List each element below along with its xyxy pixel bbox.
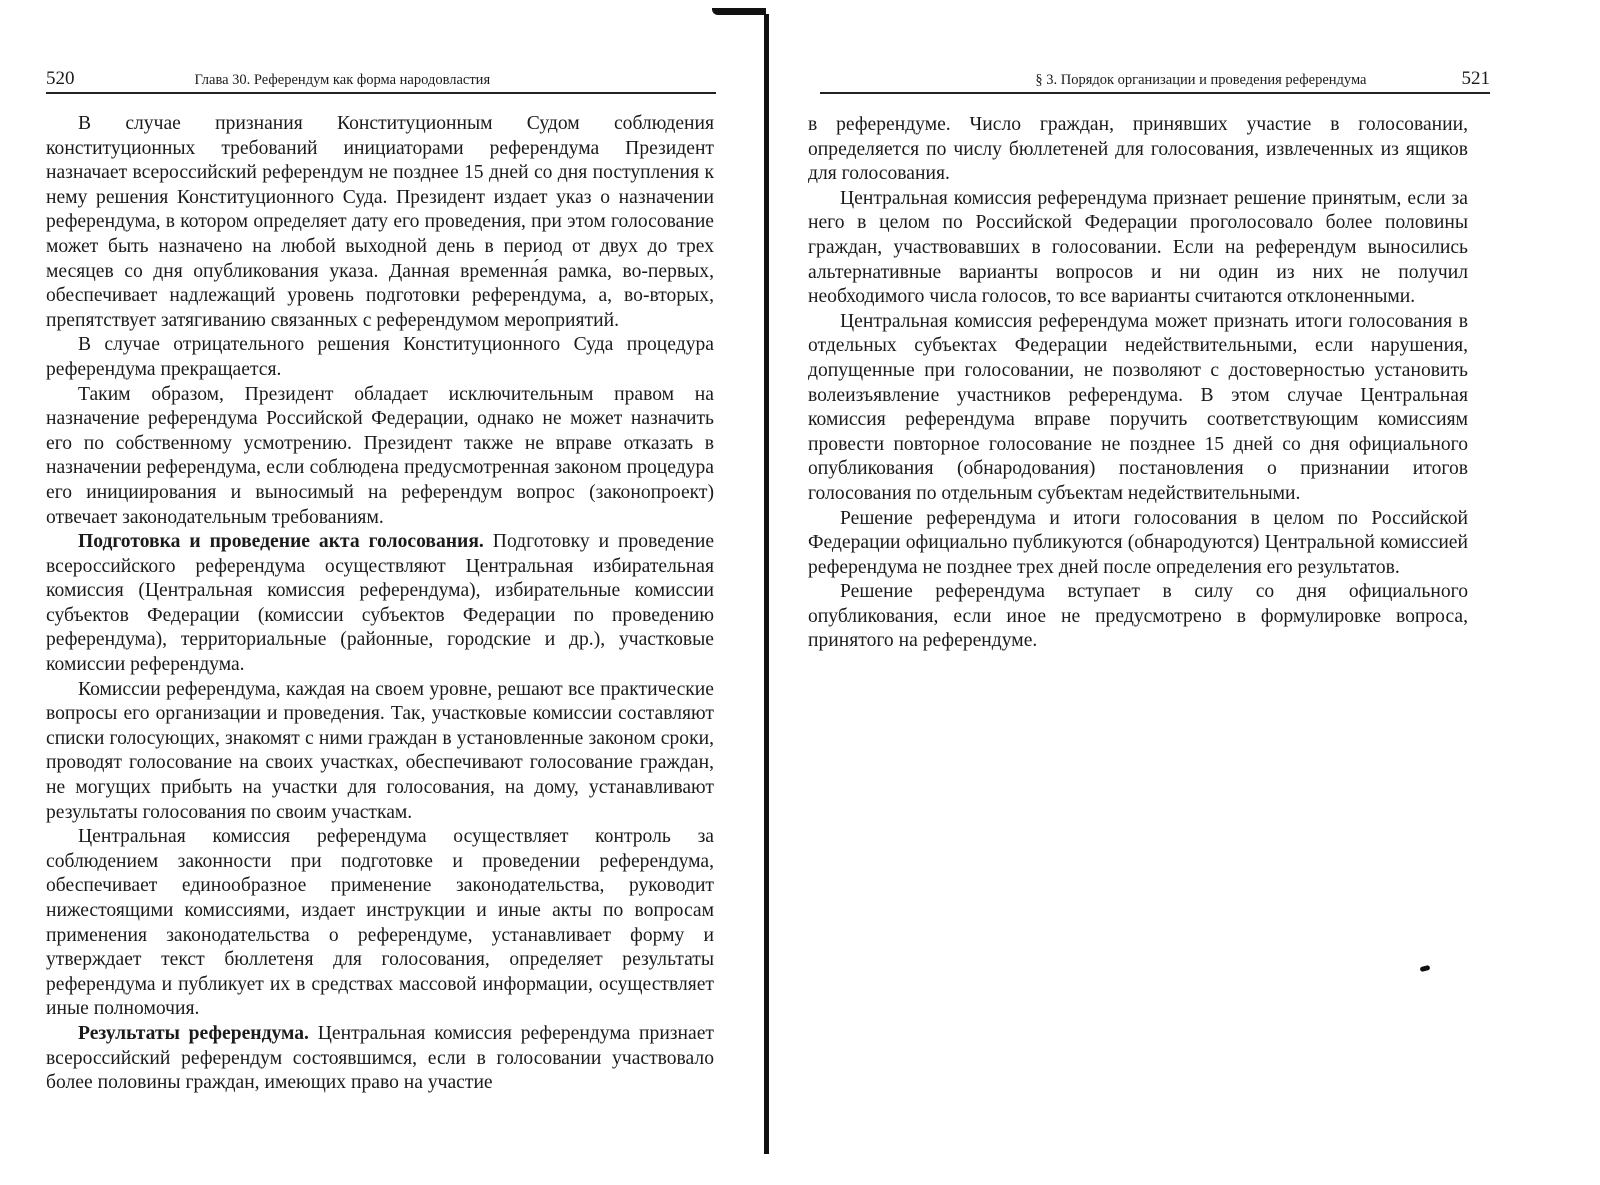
section-run-in-heading: Подготовка и проведение акта голосования.: [78, 531, 484, 553]
book-spine: [764, 14, 769, 1154]
running-head-left: [46, 64, 716, 94]
paragraph: Центральная комиссия референдума осуществляет контроль за соблюдением законности при подготовке и проведении референдума, обеспечивает единообразное применение законодательства, руководит нижестоящими комиссиями, издает инструкции и иные акты по вопросам применения законодательства о референдуме, устанавливает форму и утверждает текст бюллетеня для голосования, определяет результаты референдума и публикует их в средствах массовой информации, осуществляет иные полномочия.: [46, 826, 714, 1020]
left-page: [0, 0, 745, 1185]
paragraph: Результаты референдума. Центральная комиссия референдума признает всероссийский референдум состоявшимся, если в голосовании участвовало более половины граждан, имеющих право на участие: [46, 1022, 714, 1094]
paragraph: Решение референдума и итоги голосования в целом по Российской Федерации официально публикуются (обнародуются) Центральной комиссией референдума не позднее трех дней после определения его результатов.: [808, 507, 1468, 578]
paragraph: В случае отрицательного решения Конституционного Суда процедура референдума прекращается.: [46, 334, 714, 380]
paragraph: Центральная комиссия референдума может признать итоги голосования в отдельных субъектах Федерации недействительными, если нарушения, допущенные при голосовании, не позволяют с достоверностью установить волеизъявление участников референдума. В этом случае Центральная комиссия референдума вправе поручить соответствующим комиссиям провести повторное голосование не позднее 15 дней со дня официального опубликования (обнародования) постановления о признании итогов голосования по отдельным субъектам недействительными.: [808, 310, 1468, 504]
page-number: 520: [46, 68, 75, 89]
left-page-body: [46, 112, 714, 1096]
paragraph: Центральная комиссия референдума признает решение принятым, если за него в целом по Российской Федерации проголосовало более половины граждан, участвовавших в голосовании. Если на референдум выносились альтернативные варианты вопросов и ни один из них не получил необходимого числа голосов, то все варианты считаются отклоненными.: [808, 187, 1468, 308]
running-head-title: § 3. Порядок организации и проведения референдума: [1035, 72, 1367, 88]
section-run-in-heading: Результаты референдума.: [78, 1022, 309, 1044]
paragraph: Подготовка и проведение акта голосования. Подготовку и проведение всероссийского референдума осуществляют Центральная избирательная комиссия (Центральная комиссия референдума), избирательные комиссии субъектов Федерации (комиссии субъектов Федерации по проведению референдума), территориальные (районные, городские и др.), участковые комиссии референдума.: [46, 531, 715, 676]
right-page-body: [808, 113, 1468, 654]
page-number: 521: [1461, 68, 1490, 89]
paragraph: Решение референдума вступает в силу со дня официального опубликования, если иное не предусмотрено в формулировке вопроса, принятого на референдуме.: [808, 581, 1468, 652]
paragraph: В случае признания Конституционным Судом соблюдения конституционных требований инициаторами референдума Президент назначает всероссийский референдум не позднее 15 дней со дня поступления к нему решения Конституционного Суда. Президент издает указ о назначении референдума, в котором определяет дату его проведения, при этом голосование может быть назначено на любой выходной день в период от двух до трех месяцев со дня опубликования указа. Данная временна́я рамка, во-первых, обеспечивает надлежащий уровень подготовки референдума, а, во-вторых, препятствует затягиванию связанных с референдумом мероприятий.: [46, 113, 714, 331]
paragraph: Комиссии референдума, каждая на своем уровне, решают все практические вопросы его организации и проведения. Так, участковые комиссии составляют списки голосующих, знакомят с ними граждан в установленные законом сроки, проводят голосование на своих участках, обеспечивают голосование граждан, не могущих прибыть на участки для голосования, на дому, устанавливают результаты голосования по своим участкам.: [46, 678, 714, 823]
paragraph: Таким образом, Президент обладает исключительным правом на назначение референдума Российской Федерации, однако не может назначить его по собственному усмотрению. Президент также не вправе отказать в назначении референдума, если соблюдена предусмотренная законом процедура его инициирования и выносимый на референдум вопрос (законопроект) отвечает законодательным требованиям.: [46, 383, 714, 528]
paragraph-continued: в референдуме. Число граждан, принявших участие в голосовании, определяется по числу бюллетеней для голосования, извлеченных из ящиков для голосования.: [808, 114, 1468, 185]
running-head-right: [820, 64, 1490, 94]
right-page: [800, 0, 1600, 1185]
running-head-title: Глава 30. Референдум как форма народовластия: [194, 72, 491, 88]
